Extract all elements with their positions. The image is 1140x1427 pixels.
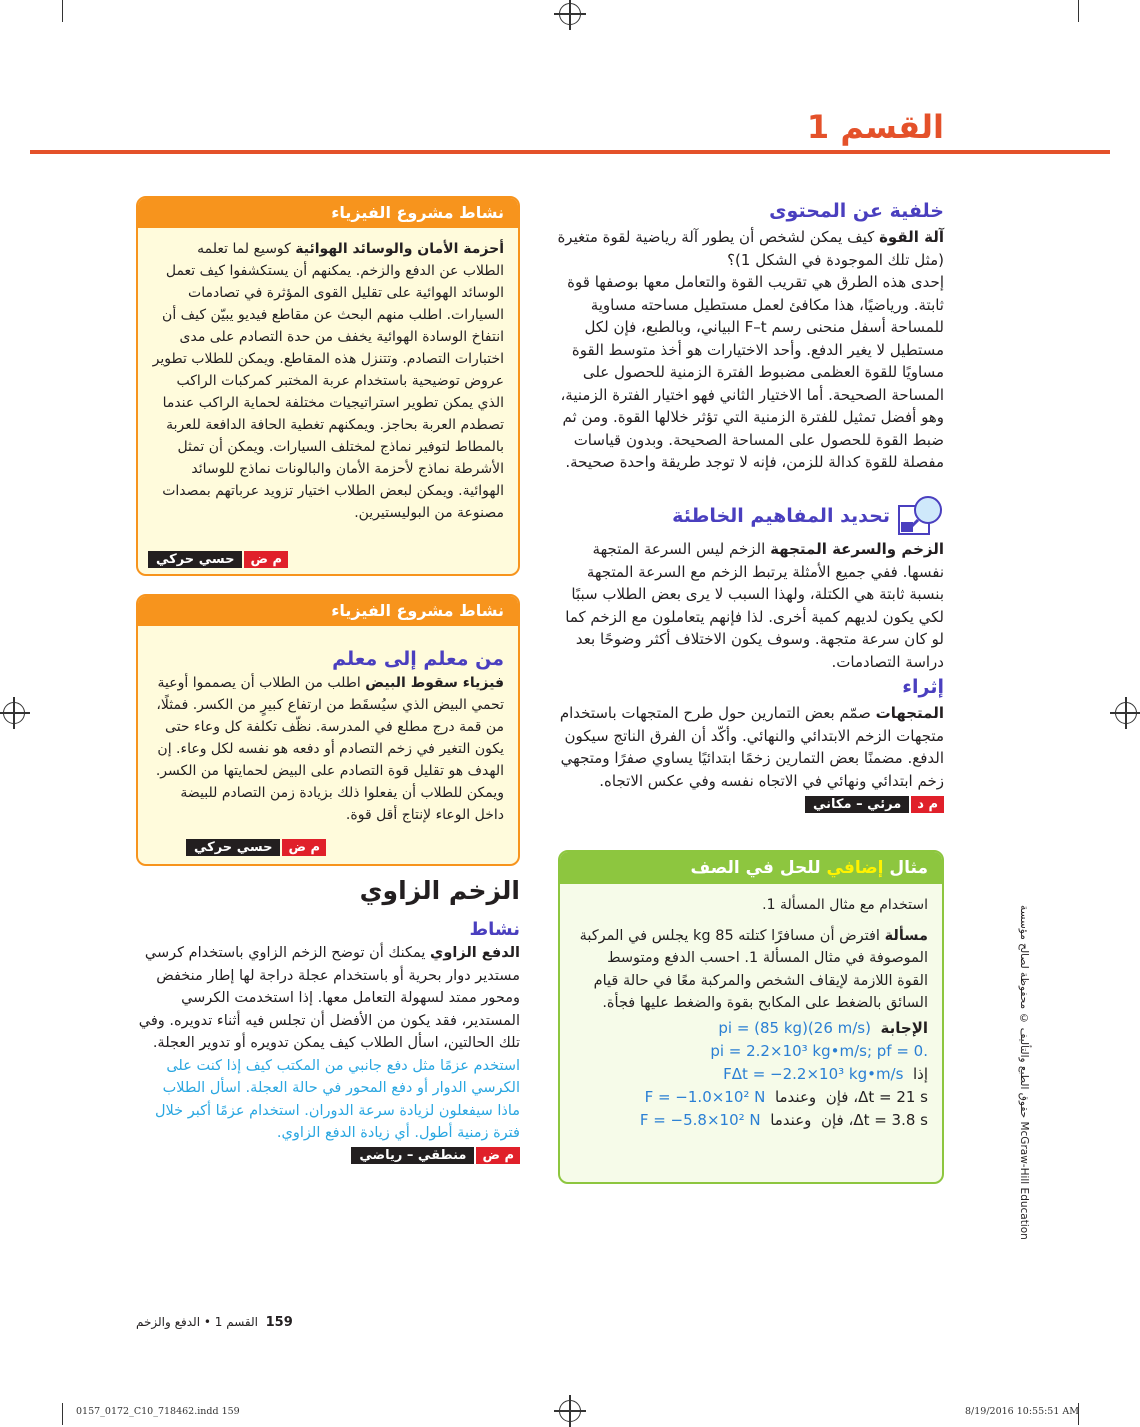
footer-section-label: القسم 1 • الدفع والزخم [136, 1315, 258, 1329]
enrichment-section [556, 676, 944, 813]
equation-line [574, 1040, 928, 1063]
problem-label: مسألة [884, 927, 928, 944]
equation: F = −1.0×10² N [644, 1087, 766, 1106]
paragraph: إحدى هذه الطرق هي تقريب القوة والتعامل معها بوصفها قوة ثابتة. ورياضيًا، هذا مكافئ لعمل مستطيل مساحته مساوية للمساحة أسفل منحنى رسم F–t البياني، وبالطبع، فإن لكل مستطيل لا يغير الدفع. وأحد الاختيارات هو أخذ متوسط القوة مساويًا للقوة العظمى مضبوط الفترة الزمنية للحصول على المساحة الصحيحة. أما الاختيار الثاني فهو اختيار الفترة الزمنية، وهو أفضل تمثيل للفترة الزمنية التي تؤثر خلالها القوة. ومن ثم ضبط القوة للحصول على المساحة الصحيحة. وبدون قياسات مفصلة للقوة كدالة للزمن، فإنه لا توجد طريقة واحدة صحيحة. [560, 273, 944, 471]
learning-style-tag [136, 1147, 520, 1164]
equation-condition: Δt = 21 s، فإن [825, 1087, 928, 1106]
chapter-rule [30, 150, 1110, 154]
physics-project-box [136, 196, 520, 576]
header-highlight: إضافي [826, 858, 884, 878]
registration-mark-icon [3, 702, 25, 724]
box-text [138, 228, 518, 534]
box-header: نشاط مشروع الفيزياء [138, 198, 518, 228]
box-header: نشاط مشروع الفيزياء [138, 596, 518, 626]
answer-label: الإجابة [880, 1018, 928, 1037]
paragraph [556, 226, 944, 271]
copyright-side-label: حقوق الطبع والتأليف © محفوظة لصالح مؤسسة McGraw-Hill Education [1018, 905, 1030, 1240]
page-number: 159 [265, 1315, 293, 1330]
tag-code: م ض [244, 551, 288, 568]
paragraph-text: صمّم بعض التمارين حول طرح المتجهات باستخدام متجهات الزخم الابتدائي والنهائي. وأكّد أن الفرق الناتج سيكون الدفع. مضمنًا بعض التمارين زخمًا ابتدائيًا يساوي صفرًا ومتجهي زخم ابتدائي ونهائي في الاتجاه نفسه وفي عكس الاتجاه. [559, 704, 944, 790]
activity-heading: نشاط [469, 919, 520, 940]
activity-term: الدفع الزاوي [430, 945, 520, 961]
activity-text [136, 942, 520, 1145]
page-footer [136, 1315, 293, 1330]
equation-line [574, 1063, 928, 1086]
equation-line [574, 1109, 928, 1132]
misconceptions-section [556, 496, 944, 673]
header-prefix: مثال [889, 858, 928, 878]
paragraph-term: المتجهات [875, 704, 944, 722]
teacher-to-teacher-box [136, 594, 520, 866]
tag-label: حسي حركي [186, 839, 280, 856]
box-heading: من معلم إلى معلم [332, 648, 504, 670]
header-suffix: للحل في الصف [690, 858, 821, 878]
problem-text: افترض أن مسافرًا كتلته 85 kg يجلس في المركبة الموصوفة في مثال المسألة 1. احسب الدفع ومتوسط القوة اللازمة لإيقاف الشخص والمركبة معًا في حالة قيام السائق بالضغط على المكابح بقوة والضغط عليها فجأة. [579, 927, 928, 1011]
equation: pi = 2.2×10³ kg•m/s; pf = 0. [710, 1041, 928, 1060]
section-heading: إثراء [902, 676, 944, 698]
content-background-section [556, 200, 944, 474]
crop-mark [62, 0, 63, 22]
section-title: الزخم الزاوي [359, 876, 520, 905]
activity-answer: استخدم عزمًا مثل دفع جانبي من المكتب كيف إذا كنت على الكرسي الدوار أو دفع المحور في حالة العجلة. اسأل الطلاب ماذا سيفعلون لزيادة سرعة الدوران. استخدام عزمًا أكبر خلال فترة زمنية أطول. أي زيادة الدفع الزاوي. [154, 1057, 520, 1141]
box-paragraph: اطلب من الطلاب أن يصمموا أوعية تحمي البيض الذي سيُسقَط من ارتفاع كبيرٍ من الكسر. فمثلًا، من قمة درج مطلع في المدرسة. نظّف تكلفة كل وعاء حتى يكون التغير في زخم التصادم أو دفعه هو نفسه لكل وعاء. إن الهدف هو تقليل قوة التصادم على البيض لحمايتها من الكسر. ويمكن للطلاب أن يفعلوا ذلك بزيادة زمن التصادم للبيضة داخل الوعاء لإنتاج أقل قوة. [155, 675, 504, 823]
learning-style-tag [148, 551, 288, 568]
tag-code: م ض [476, 1147, 520, 1164]
example-problem [574, 925, 928, 1015]
section-heading: تحديد المفاهيم الخاطئة [672, 505, 890, 527]
example-box-header [560, 852, 942, 884]
paragraph-text: الزخم ليس السرعة المتجهة نفسها. ففي جميع الأمثلة يرتبط الزخم مع السرعة المتجهة بنسبة ثابتة هي الكتلة، ولهذا السبب لا يرى بعض الطلاب سببًا لكي يكون لديهم كمية أخرى. لذا فإنهم يتعاملون مع الزخم كما لو كان سرعة متجهة. وسوف يكون الاختلاف أكثر وضوحًا بعد دراسة التصادمات. [565, 540, 944, 671]
example-intro: استخدام مع مثال المسألة 1. [762, 897, 928, 913]
slug-timestamp: 8/19/2016 10:55:51 AM [965, 1406, 1080, 1417]
activity-paragraph: يمكنك أن توضح الزخم الزاوي باستخدام كرسي مستدير دوار بحرية أو باستخدام عجلة دراجة لها إطار منخفض ومحور ممتد لسهولة التعامل معها. إذا استخدمت الكرسي المستدير، فقد يكون من الأفضل أن تجلس فيه أثناء تدويره. وفي تلك الحالتين، اسأل الطلاب كيف يمكن تدويره أو تدوير العجلة. [138, 945, 520, 1051]
box-term: فيزياء سقوط البيض [365, 675, 504, 691]
registration-mark-icon [559, 1400, 581, 1422]
registration-mark-icon [1115, 702, 1137, 724]
paragraph-text: كيف يمكن لشخص أن يطور آلة رياضية لقوة متغيرة (مثل تلك الموجودة في الشكل 1)؟ [557, 228, 944, 269]
equation-prefix: وعندما [774, 1087, 817, 1106]
chapter-title: القسم 1 [806, 108, 944, 146]
slug-filename: 0157_0172_C10_718462.indd 159 [76, 1406, 240, 1417]
crop-mark [62, 1403, 63, 1425]
tag-label: منطقي – رياضي [351, 1147, 474, 1164]
learning-style-tag [556, 796, 944, 813]
equation-prefix: إذا [912, 1064, 928, 1083]
example-problem-box [558, 850, 944, 1184]
angular-momentum-section [136, 876, 520, 1164]
equation-prefix: وعندما [770, 1110, 812, 1129]
box-paragraph: كوسيع لما تعلمه الطلاب عن الدفع والزخم. يمكنهم أن يستكشفوا كيف تعمل الوسائد الهوائية على تقليل القوى المؤثرة في تصادمات السيارات. اطلب منهم البحث عن مقاطع فيديو يبيّن كيف أن انتفاخ الوسادة الهوائية يخفف من حدة التصادم على مدى اختبارات التصادم. وتتنزل هذه المقاطع. ويمكن للطلاب تطوير عروض توضيحية باستخدام عربة المختبر كمركبات الراكب الذي يمكن تطوير استراتيجيات مختلفة لحماية الراكب عندما تصطدم العربة بحاجز. ويمكنهم تغطية الحافة الدافعة للعربة بالمطاط لتوفير نماذج لمختلف السيارات. ويمكن أن تمثل الأشرطة نماذج لأحزمة الأمان والبالونات نماذج للوسائد الهوائية. ويمكن لبعض الطلاب اختيار تزويد عرباتهم بمصدات مصنوعة من البوليستيرين. [152, 241, 504, 521]
section-heading: خلفية عن المحتوى [769, 200, 944, 222]
tag-label: مرئي – مكاني [805, 796, 909, 813]
learning-style-tag [186, 839, 326, 856]
registration-mark-icon [559, 3, 581, 25]
tag-code: م د [911, 796, 944, 813]
paragraph-term: الزخم والسرعة المتجهة [770, 540, 944, 558]
equation: FΔt = −2.2×10³ kg•m/s [723, 1064, 904, 1083]
crop-mark [1078, 0, 1079, 22]
magnifier-icon [898, 496, 944, 536]
tag-code: م ض [282, 839, 326, 856]
equation-line [574, 1086, 928, 1109]
paragraph [556, 702, 944, 792]
equation-condition: Δt = 3.8 s، فإن [820, 1110, 928, 1129]
answer-line [574, 1017, 928, 1040]
box-term: أحزمة الأمان والوسائد الهوائية [295, 241, 504, 257]
equation: pi = (85 kg)(26 m/s) [718, 1018, 871, 1037]
paragraph [556, 538, 944, 673]
box-text [152, 672, 504, 826]
paragraph-term: آلة القوة [879, 228, 944, 246]
equation: F = −5.8×10² N [639, 1110, 761, 1129]
tag-label: حسي حركي [148, 551, 242, 568]
